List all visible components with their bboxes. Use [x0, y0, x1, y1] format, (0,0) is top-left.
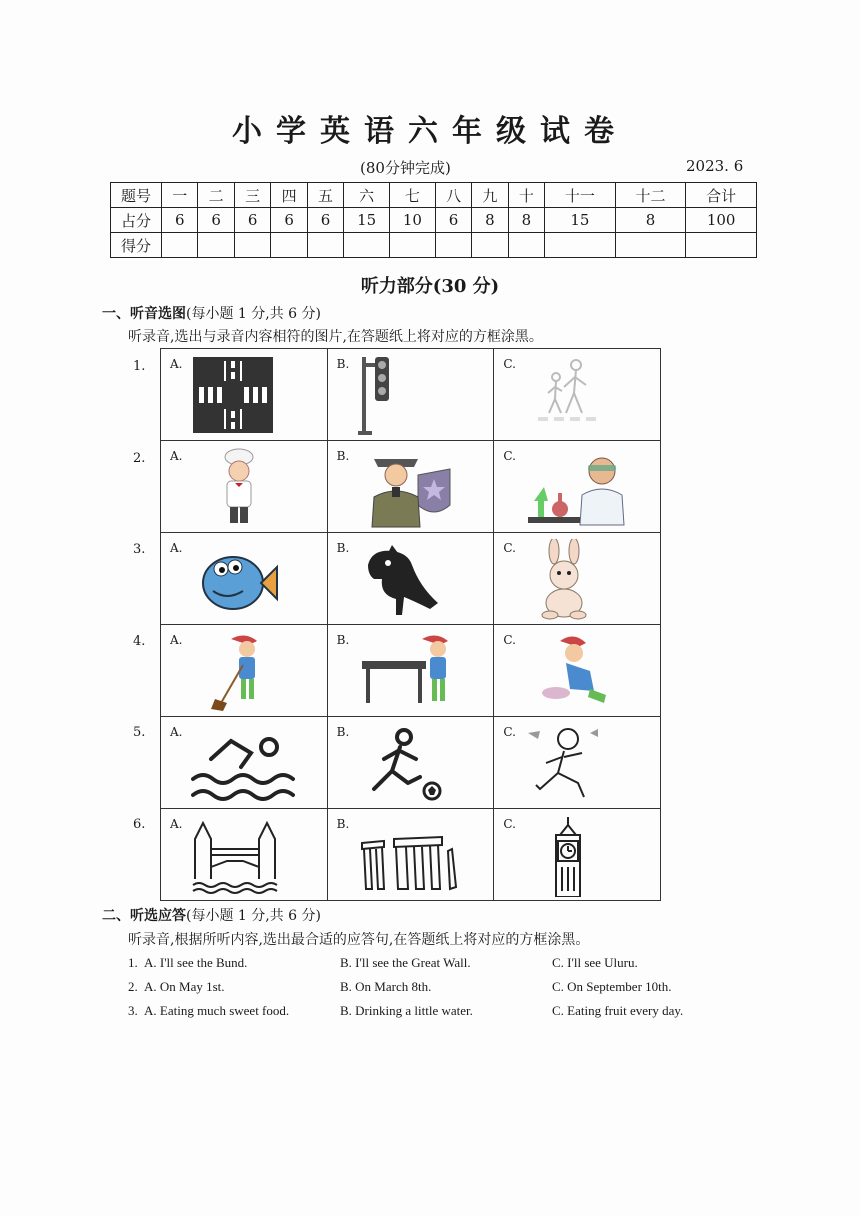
points-cell: 8 [508, 208, 544, 233]
option-letter: A. [170, 633, 183, 647]
answer-option[interactable]: A. Eating much sweet food. [144, 1003, 290, 1018]
option-letter: A. [170, 725, 183, 739]
boy-sweeping-icon [191, 631, 321, 713]
page-title: 小学英语六年级试卷 [232, 114, 628, 149]
option-letter: B. [336, 357, 350, 371]
part1-heading-text: 一、听音选图 [102, 306, 186, 322]
column-header: 五 [307, 183, 343, 208]
column-header: 四 [271, 183, 307, 208]
picture-option[interactable] [494, 533, 661, 625]
option-letter: C. [503, 633, 516, 647]
option-letter: C. [503, 357, 516, 371]
question-number: 1. [133, 359, 146, 374]
picture-option[interactable] [161, 717, 328, 809]
question-row [161, 809, 661, 901]
points-cell: 6 [435, 208, 471, 233]
picture-option[interactable] [494, 717, 661, 809]
exam-date: 2023. 6 [686, 157, 744, 175]
question-number: 2. [133, 451, 146, 466]
question-row [161, 717, 661, 809]
points-cell: 6 [271, 208, 307, 233]
picture-option[interactable] [494, 625, 661, 717]
score-cell [508, 233, 544, 258]
score-row [111, 233, 757, 258]
option-letter: C. [503, 725, 516, 739]
answer-question-number: 2. [128, 979, 138, 994]
crosswalk-icon [191, 355, 321, 437]
picture-option[interactable] [327, 533, 494, 625]
answer-option[interactable]: C. Eating fruit every day. [552, 1003, 684, 1018]
option-letter: A. [170, 541, 183, 555]
score-cell [686, 233, 757, 258]
option-letter: A. [170, 817, 183, 831]
row-label: 题号 [111, 183, 162, 208]
score-cell [162, 233, 198, 258]
picture-option[interactable] [161, 349, 328, 441]
picture-choice-grid [160, 348, 661, 901]
answer-option[interactable]: B. I'll see the Great Wall. [340, 955, 471, 970]
points-cell: 6 [307, 208, 343, 233]
parrot-icon [358, 539, 488, 621]
boy-cleaning-table-icon [358, 631, 488, 713]
picture-option[interactable] [494, 349, 661, 441]
part2-heading-text: 二、听选应答 [102, 908, 186, 924]
picture-option[interactable] [161, 809, 328, 901]
cook-icon [191, 447, 321, 529]
column-header: 十一 [545, 183, 616, 208]
part2-heading [102, 905, 321, 925]
points-cell: 8 [472, 208, 508, 233]
question-row [161, 533, 661, 625]
time-note: (80分钟完成) [360, 159, 451, 177]
option-letter: B. [336, 633, 350, 647]
column-header: 合计 [686, 183, 757, 208]
picture-option[interactable] [161, 533, 328, 625]
traffic-light-icon [358, 355, 488, 437]
answer-option[interactable]: C. On September 10th. [552, 979, 672, 994]
option-letter: B. [336, 449, 350, 463]
points-cell: 10 [390, 208, 436, 233]
pedestrians-crossing-icon [524, 355, 654, 437]
question-row [161, 441, 661, 533]
score-cell [344, 233, 390, 258]
picture-option[interactable] [161, 441, 328, 533]
row-label: 得分 [111, 233, 162, 258]
score-cell [472, 233, 508, 258]
part2-note: (每小题 1 分,共 6 分) [186, 908, 321, 924]
picture-option[interactable] [494, 809, 661, 901]
option-letter: B. [336, 541, 350, 555]
option-letter: A. [170, 449, 183, 463]
option-letter: B. [336, 817, 350, 831]
option-letter: C. [503, 817, 516, 831]
score-table [110, 182, 757, 258]
listening-section-title: 听力部分(30 分) [360, 276, 500, 297]
option-letter: C. [503, 449, 516, 463]
score-cell [615, 233, 686, 258]
score-cell [271, 233, 307, 258]
column-header: 十二 [615, 183, 686, 208]
answer-option[interactable]: A. On May 1st. [144, 979, 225, 994]
column-header: 二 [198, 183, 234, 208]
big-ben-icon [524, 815, 654, 897]
picture-option[interactable] [494, 441, 661, 533]
picture-option[interactable] [327, 349, 494, 441]
part1-instruction: 听录音,选出与录音内容相符的图片,在答题纸上将对应的方框涂黑。 [128, 329, 543, 345]
answer-option[interactable]: A. I'll see the Bund. [144, 955, 248, 970]
picture-option[interactable] [327, 625, 494, 717]
question-row [161, 349, 661, 441]
option-letter: A. [170, 357, 183, 371]
score-cell [435, 233, 471, 258]
question-row [161, 625, 661, 717]
boy-cleaning-floor-icon [524, 631, 654, 713]
part1-heading [102, 303, 321, 323]
question-number: 3. [133, 542, 146, 557]
score-cell [307, 233, 343, 258]
points-cell: 6 [234, 208, 270, 233]
column-header: 十 [508, 183, 544, 208]
row-label: 占分 [111, 208, 162, 233]
police-officer-icon [358, 447, 488, 529]
football-icon [358, 723, 488, 805]
question-number-row [111, 183, 757, 208]
score-cell [390, 233, 436, 258]
stonehenge-icon [358, 815, 488, 897]
score-cell [545, 233, 616, 258]
question-number: 6. [133, 817, 146, 832]
answer-option[interactable]: B. Drinking a little water. [340, 1003, 473, 1018]
points-cell: 8 [615, 208, 686, 233]
question-number: 4. [133, 634, 146, 649]
answer-question-number: 3. [128, 1003, 138, 1018]
scientist-icon [524, 447, 654, 529]
fish-icon [191, 539, 321, 621]
tower-bridge-icon [191, 815, 321, 897]
picture-option[interactable] [327, 809, 494, 901]
answer-option[interactable]: B. On March 8th. [340, 979, 432, 994]
swimming-icon [191, 723, 321, 805]
running-icon [524, 723, 654, 805]
question-number: 5. [133, 725, 146, 740]
rabbit-icon [524, 539, 654, 621]
points-cell: 100 [686, 208, 757, 233]
part1-note: (每小题 1 分,共 6 分) [186, 306, 321, 322]
points-cell: 15 [545, 208, 616, 233]
column-header: 八 [435, 183, 471, 208]
column-header: 六 [344, 183, 390, 208]
column-header: 七 [390, 183, 436, 208]
score-cell [198, 233, 234, 258]
answer-option[interactable]: C. I'll see Uluru. [552, 955, 638, 970]
points-cell: 6 [162, 208, 198, 233]
column-header: 三 [234, 183, 270, 208]
option-letter: B. [336, 725, 350, 739]
picture-option[interactable] [327, 441, 494, 533]
score-cell [234, 233, 270, 258]
picture-option[interactable] [327, 717, 494, 809]
points-row [111, 208, 757, 233]
option-letter: C. [503, 541, 516, 555]
column-header: 一 [162, 183, 198, 208]
column-header: 九 [472, 183, 508, 208]
answer-question-number: 1. [128, 955, 138, 970]
points-cell: 6 [198, 208, 234, 233]
picture-option[interactable] [161, 625, 328, 717]
part2-instruction: 听录音,根据所听内容,选出最合适的应答句,在答题纸上将对应的方框涂黑。 [128, 932, 590, 948]
points-cell: 15 [344, 208, 390, 233]
